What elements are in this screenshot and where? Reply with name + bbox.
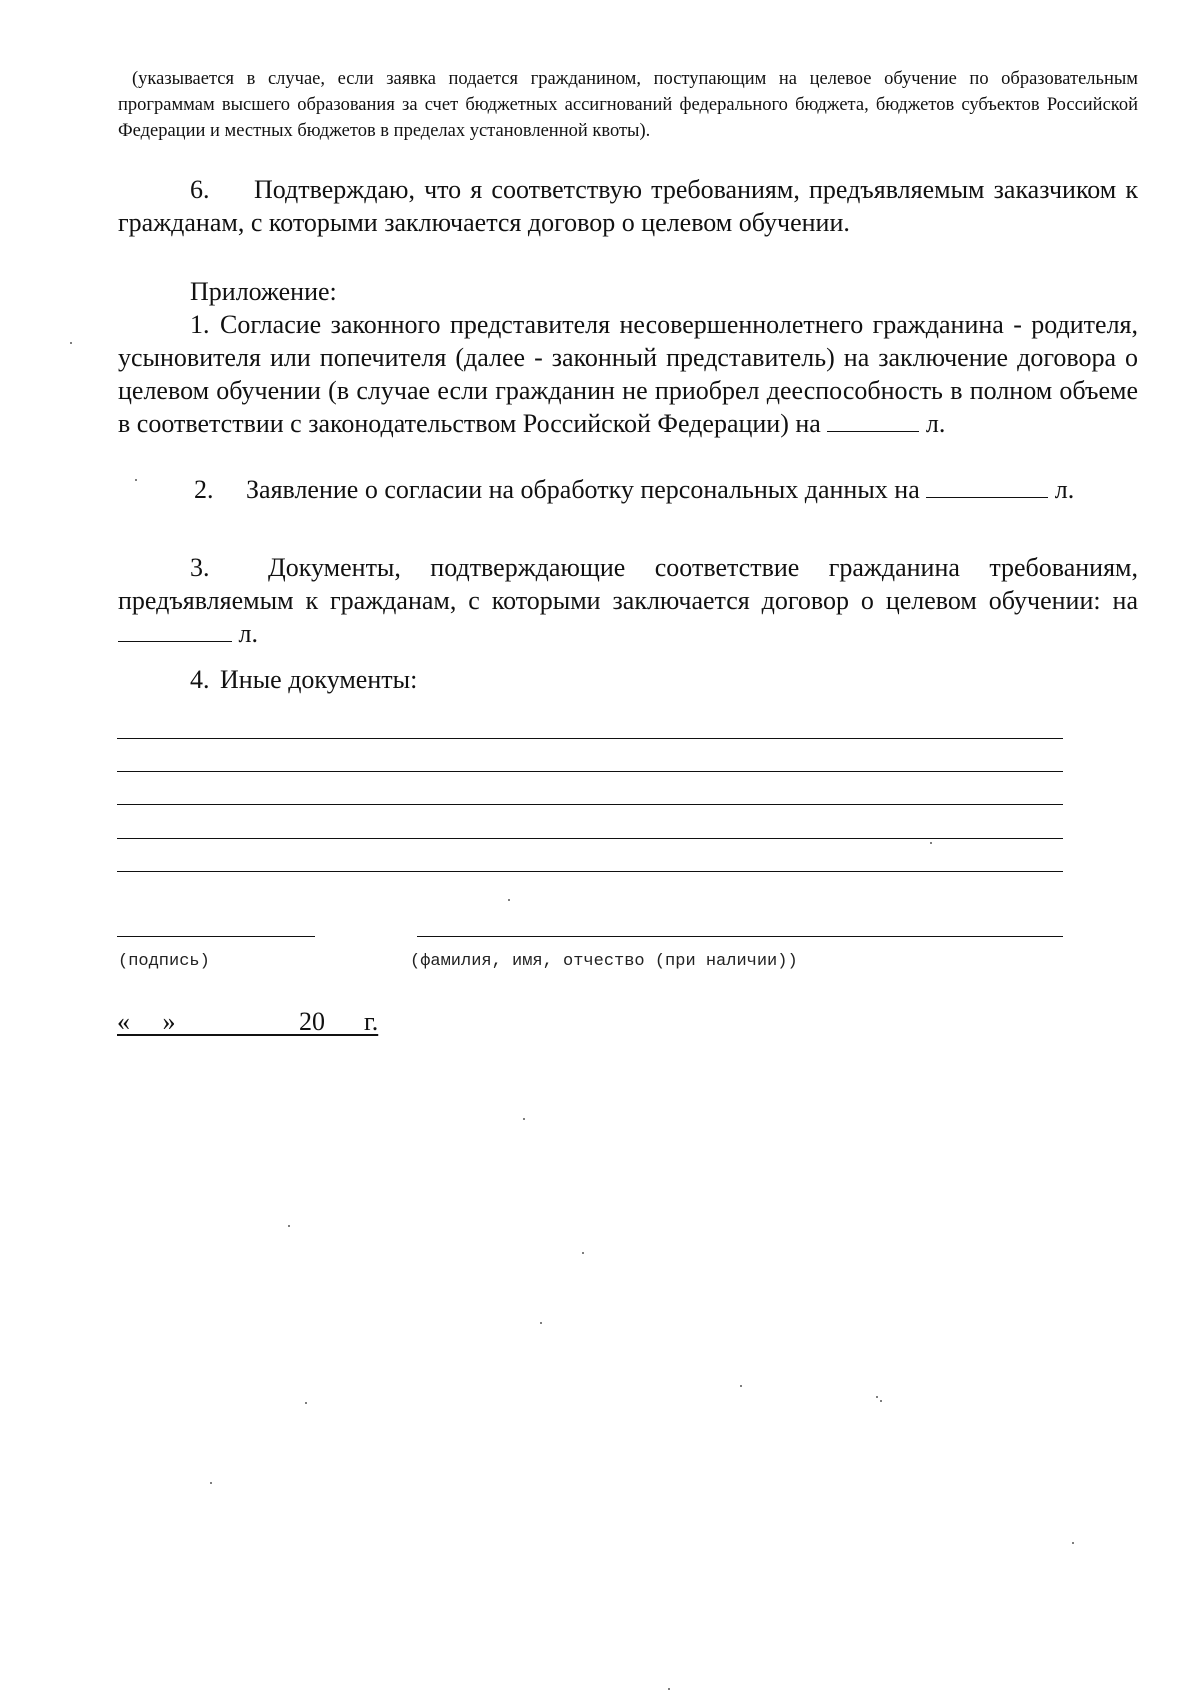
appendix-heading-text: Приложение: — [190, 277, 337, 306]
appendix-item-3 — [118, 551, 1138, 650]
other-documents-line-1[interactable] — [117, 738, 1063, 739]
appendix-item-1-pages-field[interactable] — [827, 407, 919, 432]
appendix-heading — [118, 275, 1138, 308]
item-6 — [118, 173, 1138, 239]
appendix-item-1-number: 1. — [190, 310, 210, 339]
other-documents-line-3[interactable] — [117, 804, 1063, 805]
date-year-suffix: г. — [364, 1007, 379, 1036]
full-name-line[interactable] — [417, 936, 1063, 937]
date-year-prefix: 20 — [299, 1007, 325, 1036]
appendix-item-4 — [118, 663, 1138, 696]
date-line[interactable] — [117, 1006, 378, 1038]
date-open-quote: « — [117, 1007, 130, 1036]
item-6-number: 6. — [190, 175, 210, 204]
appendix-item-4-number: 4. — [190, 665, 210, 694]
appendix-item-1-suffix: л. — [925, 409, 946, 438]
appendix-item-2 — [118, 473, 1138, 506]
signature-line[interactable] — [117, 936, 315, 937]
appendix-item-1 — [118, 308, 1138, 440]
signature-caption: (подпись) — [118, 952, 210, 971]
appendix-item-2-number: 2. — [194, 475, 214, 504]
appendix-item-2-suffix: л. — [1054, 475, 1075, 504]
appendix-item-3-suffix: л. — [238, 619, 258, 648]
appendix-item-2-text: Заявление о согласии на обработку персональных данных на — [246, 475, 920, 504]
other-documents-line-5[interactable] — [117, 871, 1063, 872]
appendix-item-2-pages-field[interactable] — [926, 473, 1048, 498]
other-documents-line-4[interactable] — [117, 838, 1063, 839]
appendix-item-3-number: 3. — [190, 553, 210, 582]
appendix-item-4-text: Иные документы: — [220, 665, 418, 694]
other-documents-line-2[interactable] — [117, 771, 1063, 772]
appendix-item-1-text: Согласие законного представителя несовершеннолетнего гражданина - родителя, усыновителя или попечителя (далее - законный представитель) на заключение договора о целевом обучении (в случае если гражданин не приобрел дееспособность в полном объеме в соответствии с законодательством Российской Федерации) на — [118, 310, 1138, 438]
date-close-quote: » — [162, 1007, 176, 1036]
appendix-item-3-pages-field[interactable] — [118, 617, 232, 642]
appendix-item-3-text: Документы, подтверждающие соответствие гражданина требованиям, предъявляемым к гражданам, с которыми заключается договор о целевом обучении: на — [118, 553, 1138, 615]
full-name-caption: (фамилия, имя, отчество (при наличии)) — [410, 952, 798, 971]
applicant-note-text: (указывается в случае, если заявка подается гражданином, поступающим на целевое обучение по образовательным программам высшего образования за счет бюджетных ассигнований федерального бюджета, бюджетов субъектов Российской Федерации и местных бюджетов в пределах установленной квоты). — [118, 69, 1138, 141]
item-6-text: Подтверждаю, что я соответствую требованиям, предъявляемым заказчиком к гражданам, с которыми заключается договор о целевом обучении. — [118, 175, 1138, 237]
applicant-note — [118, 66, 1138, 144]
